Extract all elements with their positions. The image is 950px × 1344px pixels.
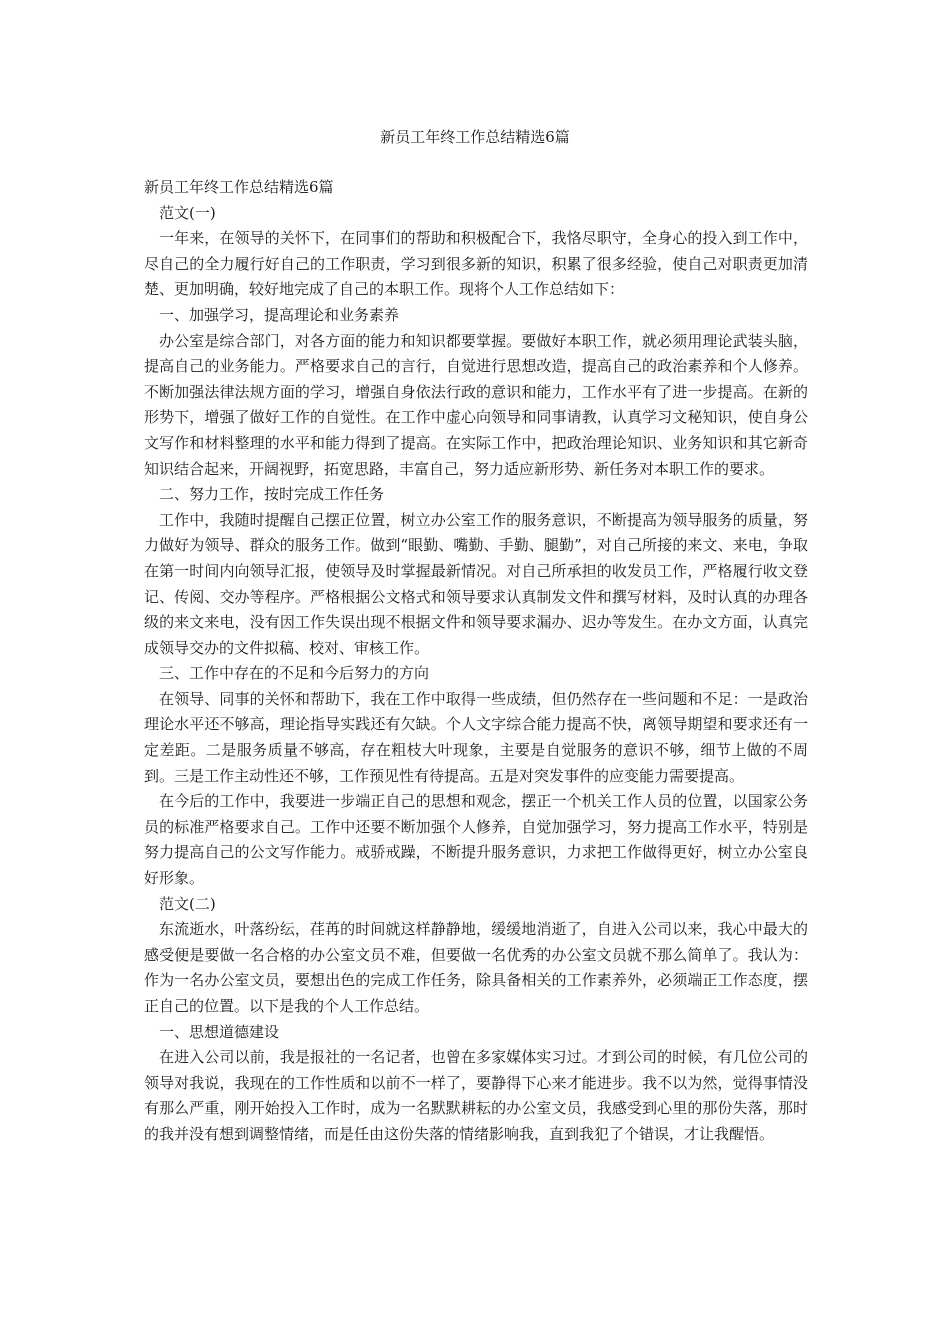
paragraph-list bbox=[144, 201, 808, 1148]
section-heading: 范文(二) bbox=[159, 894, 216, 913]
document-body bbox=[144, 175, 808, 1148]
body-paragraph: 工作中，我随时提醒自己摆正位置，树立办公室工作的服务意识，不断提高为领导服务的质量，努力做好为领导、群众的服务工作。做到“眼勤、嘴勤、手勤、腿勤”，对自己所接的来文、来电，争取在第一时间内向领导汇报，使领导及时掌握最新情况。对自己所承担的收发员工作，严格履行收文登记、传阅、交办等程序。严格根据公文格式和领导要求认真制发文件和撰写材料，及时认真的办理各级的来文来电，没有因工作失误出现不根据文件和领导要求漏办、迟办等发生。在办文方面，认真完成领导交办的文件拟稿、校对、审核工作。 bbox=[144, 510, 808, 657]
body-paragraph: 在领导、同事的关怀和帮助下，我在工作中取得一些成绩，但仍然存在一些问题和不足：一是政治理论水平还不够高，理论指导实践还有欠缺。个人文字综合能力提高不快，离领导期望和要求还有一定差距。二是服务质量不够高，存在粗枝大叶现象，主要是自觉服务的意识不够，细节上做的不周到。三是工作主动性还不够，工作预见性有待提高。五是对突发事件的应变能力需要提高。 bbox=[144, 689, 808, 785]
body-paragraph: 一年来，在领导的关怀下，在同事们的帮助和积极配合下，我恪尽职守，全身心的投入到工作中，尽自己的全力履行好自己的工作职责，学习到很多新的知识，积累了很多经验，使自己对职责更加清楚、更加明确，较好地完成了自己的本职工作。现将个人工作总结如下： bbox=[144, 229, 808, 299]
body-paragraph: 办公室是综合部门，对各方面的能力和知识都要掌握。要做好本职工作，就必须用理论武装头脑，提高自己的业务能力。严格要求自己的言行，自觉进行思想改造，提高自己的政治素养和个人修养。不断加强法律法规方面的学习，增强自身依法行政的意识和能力，工作水平有了进一步提高。在新的形势下，增强了做好工作的自觉性。在工作中虚心向领导和同事请教，认真学习文秘知识，使自身公文写作和材料整理的水平和能力得到了提高。在实际工作中，把政治理论知识、业务知识和其它新奇知识结合起来，开阔视野，拓宽思路，丰富自己，努力适应新形势、新任务对本职工作的要求。 bbox=[144, 331, 808, 478]
document-subtitle: 新员工年终工作总结精选6篇 bbox=[144, 178, 334, 196]
body-paragraph: 在今后的工作中，我要进一步端正自己的思想和观念，摆正一个机关工作人员的位置，以国家公务员的标准严格要求自己。工作中还要不断加强个人修养，自觉加强学习，努力提高工作水平，特别是努力提高自己的公文写作能力。戒骄戒躁，不断提升服务意识，力求把工作做得更好，树立办公室良好形象。 bbox=[144, 792, 808, 888]
section-heading: 三、工作中存在的不足和今后努力的方向 bbox=[159, 664, 430, 683]
section-heading: 一、加强学习，提高理论和业务素养 bbox=[159, 305, 400, 324]
section-heading: 二、努力工作，按时完成工作任务 bbox=[159, 485, 385, 504]
document-title: 新员工年终工作总结精选6篇 bbox=[380, 128, 570, 146]
body-paragraph: 东流逝水，叶落纷纭，荏苒的时间就这样静静地，缓缓地消逝了，自进入公司以来，我心中最大的感受便是要做一名合格的办公室文员不难，但要做一名优秀的办公室文员就不那么简单了。我认为：作为一名办公室文员，要想出色的完成工作任务，除具备相关的工作素养外，必须端正工作态度，摆正自己的位置。以下是我的个人工作总结。 bbox=[144, 920, 808, 1015]
section-heading: 一、思想道德建设 bbox=[159, 1022, 280, 1041]
section-heading: 范文(一) bbox=[159, 203, 216, 222]
body-paragraph: 在进入公司以前，我是报社的一名记者，也曾在多家媒体实习过。才到公司的时候，有几位公司的领导对我说，我现在的工作性质和以前不一样了，要静得下心来才能进步。我不以为然，觉得事情没有那么严重，刚开始投入工作时，成为一名默默耕耘的办公室文员，我感受到心里的那份失落，那时的我并没有想到调整情绪，而是任由这份失落的情绪影响我，直到我犯了个错误，才让我醒悟。 bbox=[144, 1048, 808, 1143]
